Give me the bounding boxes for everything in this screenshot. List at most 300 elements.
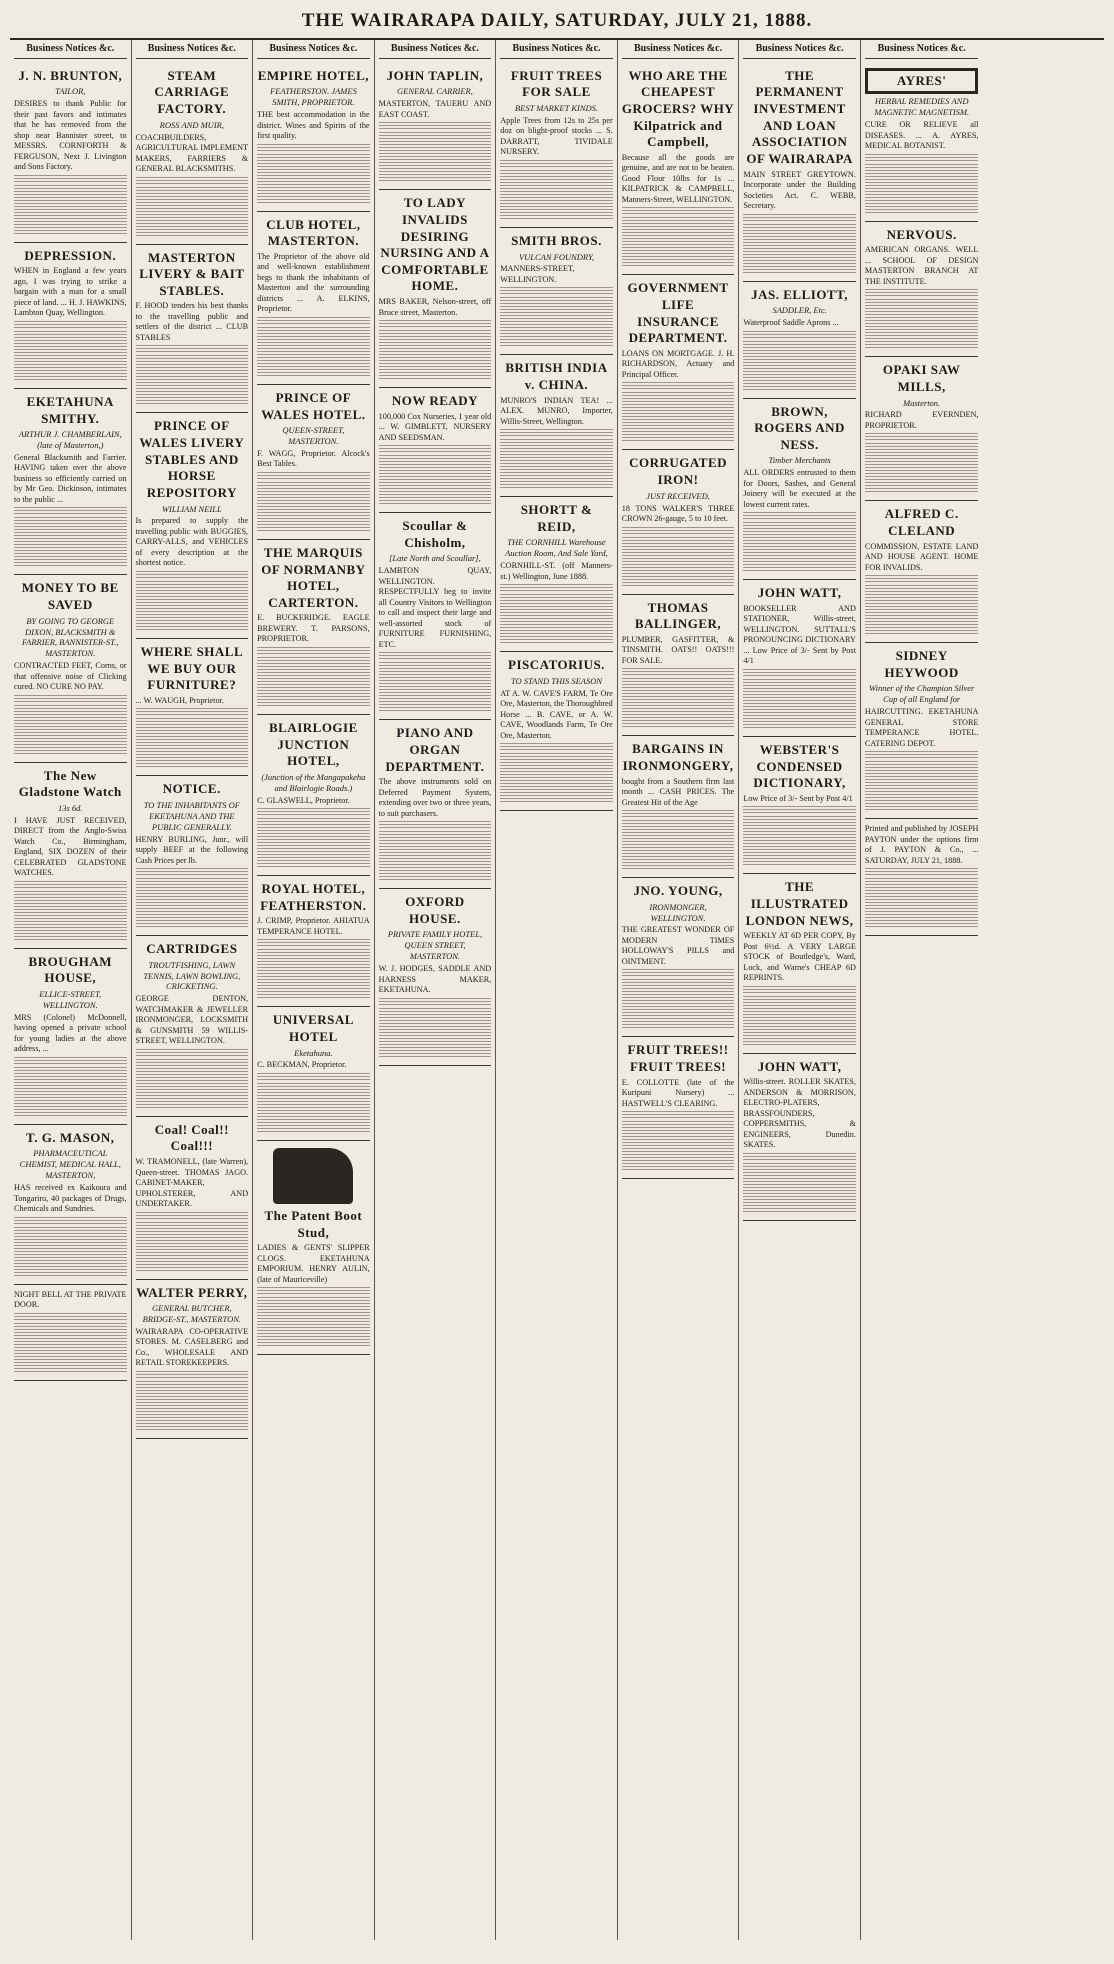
text-lines-decoration bbox=[257, 991, 370, 999]
text-lines-decoration bbox=[379, 372, 492, 380]
ad-subtitle: [Late North and Scoullar], bbox=[389, 553, 481, 564]
text-lines-decoration bbox=[622, 434, 735, 442]
text-lines-decoration bbox=[622, 537, 735, 577]
text-lines-decoration bbox=[500, 160, 613, 168]
ad-body: WHEN in England a few years ago, I was trying to strike a bargain with a man for a small piece of land. ... H. J. HAWKINS, Lambton Quay, Wellington. bbox=[14, 266, 127, 318]
text-lines-decoration bbox=[500, 287, 613, 295]
advertisement bbox=[14, 1285, 127, 1381]
ad-body: MANNERS-STREET, WELLINGTON. bbox=[500, 264, 575, 284]
advertisement bbox=[257, 1141, 370, 1355]
text-lines-decoration bbox=[14, 1227, 127, 1267]
text-lines-decoration bbox=[379, 873, 492, 881]
ad-body: DESIRES to thank Public for their past favors and intimates that he has removed from the shop near Bannister street, to MESSRS. CORNFORTH & FERGUSON, Next J. Livington and Sons Factory. bbox=[14, 99, 127, 172]
ad-title: SMITH BROS. bbox=[511, 232, 602, 248]
text-lines-decoration bbox=[379, 831, 492, 871]
ad-title: Coal! Coal!! Coal!!! bbox=[154, 1121, 229, 1154]
ad-body: BOOKSELLER AND STATIONER, Willis-street, WELLINGTON. SUTTALL'S PRONOUNCING DICTIONARY ... Low Price of 3/- Sent by Post 4/1 bbox=[743, 603, 856, 666]
text-lines-decoration bbox=[743, 383, 856, 391]
ad-subtitle: PRIVATE FAMILY HOTEL, QUEEN STREET, MASTERTON. bbox=[387, 929, 483, 962]
text-lines-decoration bbox=[257, 699, 370, 707]
text-lines-decoration bbox=[622, 382, 735, 390]
advertisement bbox=[257, 540, 370, 715]
text-lines-decoration bbox=[743, 214, 856, 222]
ad-title: FRUIT TREES!! FRUIT TREES! bbox=[627, 1042, 729, 1075]
ad-body: MASTERTON, TAUERU AND EAST COAST. bbox=[378, 99, 492, 119]
text-lines-decoration bbox=[865, 751, 979, 759]
text-lines-decoration bbox=[136, 1049, 249, 1057]
text-lines-decoration bbox=[865, 920, 979, 928]
ad-body: CONTRACTED FEET, Corns, or that offensive noise of Clicking cured. NO CURE NO PAY. bbox=[14, 661, 127, 692]
ad-title: PISCATORIUS. bbox=[508, 657, 605, 673]
text-lines-decoration bbox=[136, 1059, 249, 1099]
text-lines-decoration bbox=[865, 433, 979, 441]
text-lines-decoration bbox=[14, 559, 127, 567]
ad-subtitle: TAILOR, bbox=[55, 86, 86, 97]
text-lines-decoration bbox=[14, 1057, 127, 1065]
ad-title: WHO ARE THE CHEAPEST GROCERS? WHY Kilpatrick and Campbell, bbox=[621, 67, 735, 150]
ad-subtitle: TO STAND THIS SEASON bbox=[510, 675, 603, 686]
text-lines-decoration bbox=[379, 445, 492, 453]
text-lines-decoration bbox=[622, 259, 735, 267]
text-lines-decoration bbox=[622, 1163, 735, 1171]
ad-title: THE PERMANENT INVESTMENT AND LOAN ASSOCIATION OF WAIRARAPA bbox=[746, 67, 853, 166]
advertisement bbox=[14, 389, 127, 576]
advertisement bbox=[136, 1117, 249, 1280]
ad-body: W. J. HODGES, SADDLE AND HARNESS MAKER, EKETAHUNA. bbox=[378, 964, 492, 995]
ad-subtitle: Timber Merchants bbox=[768, 455, 831, 466]
ad-title: EMPIRE HOTEL, bbox=[257, 67, 369, 83]
text-lines-decoration bbox=[500, 594, 613, 634]
advertisement bbox=[865, 501, 979, 643]
text-lines-decoration bbox=[743, 858, 856, 866]
advertisement bbox=[257, 212, 370, 385]
advertisement bbox=[14, 575, 127, 762]
advertisement bbox=[379, 190, 492, 388]
ad-title: PIANO AND ORGAN DEPARTMENT. bbox=[385, 725, 485, 774]
advertisement bbox=[14, 1125, 127, 1285]
advertisement bbox=[136, 245, 249, 414]
ad-body: Printed and published by JOSEPH PAYTON under the options firm of J. PAYTON & Co., ... SATURDAY, JULY 21, 1888. bbox=[864, 824, 979, 865]
advertisement bbox=[622, 275, 735, 450]
ad-body: AT A. W. CAVE'S FARM, Te Ore Ore, Masterton, the Thoroughbred Horse ... B. CAVE, or A. W. CAVE, Woodlands Farm, Te Ore Ore, Masterton. bbox=[500, 688, 613, 740]
text-lines-decoration bbox=[136, 229, 249, 237]
ad-body: Is prepared to supply the travelling public with BUGGIES, CARRY-ALLS, and VEHICLES of every description at the shortest notice. bbox=[135, 516, 249, 568]
ad-title: FRUIT TREES FOR SALE bbox=[510, 67, 603, 100]
text-lines-decoration bbox=[500, 636, 613, 644]
text-lines-decoration bbox=[257, 808, 370, 816]
ad-title: THOMAS BALLINGER, bbox=[634, 599, 722, 632]
ad-body: bought from a Southern firm last month ... CASH PRICES. The Greatest Hit of the Age bbox=[621, 776, 735, 807]
text-lines-decoration bbox=[865, 299, 979, 339]
ad-subtitle: TROUTFISHING, LAWN TENNIS, LAWN BOWLING, CRICKETING. bbox=[143, 959, 241, 992]
advertisement bbox=[136, 1280, 249, 1439]
text-lines-decoration bbox=[257, 860, 370, 868]
ad-subtitle: VULCAN FOUNDRY, bbox=[518, 251, 595, 262]
text-lines-decoration bbox=[14, 517, 127, 557]
ad-title: NOTICE. bbox=[162, 781, 221, 797]
ad-title: CARTRIDGES bbox=[146, 941, 238, 957]
ad-subtitle: JUST RECEIVED, bbox=[646, 490, 710, 501]
text-lines-decoration bbox=[14, 933, 127, 941]
text-lines-decoration bbox=[379, 998, 492, 1006]
column-header: Business Notices &c. bbox=[865, 40, 979, 59]
advertisement bbox=[622, 878, 735, 1037]
text-lines-decoration bbox=[379, 821, 492, 829]
advertisement bbox=[743, 63, 856, 282]
text-lines-decoration bbox=[257, 939, 370, 947]
ad-body: ... W. WAUGH, Proprietor. bbox=[135, 695, 224, 705]
advertisement bbox=[136, 413, 249, 639]
text-lines-decoration bbox=[500, 481, 613, 489]
text-lines-decoration bbox=[136, 868, 249, 876]
ad-subtitle: Eketahuna. bbox=[294, 1047, 333, 1058]
advertisement bbox=[257, 715, 370, 876]
ad-body: MRS (Colonel) McDonnell, having opened a private school for young ladies at the above address, ... bbox=[14, 1012, 127, 1054]
ad-subtitle: PHARMACEUTICAL CHEMIST, MEDICAL HALL, MASTERTON, bbox=[19, 1148, 121, 1181]
ad-subtitle: ELLICE-STREET, WELLINGTON. bbox=[39, 989, 102, 1010]
text-lines-decoration bbox=[622, 1021, 735, 1029]
text-lines-decoration bbox=[136, 1381, 249, 1421]
ad-subtitle: SADDLER, Etc. bbox=[772, 305, 827, 316]
advertisement bbox=[500, 228, 613, 356]
text-lines-decoration bbox=[136, 1264, 249, 1272]
ad-subtitle: QUEEN-STREET, MASTERTON. bbox=[282, 425, 345, 447]
advertisement bbox=[257, 63, 370, 212]
text-lines-decoration bbox=[743, 1038, 856, 1046]
text-lines-decoration bbox=[379, 122, 492, 130]
text-lines-decoration bbox=[257, 317, 370, 325]
advertisement bbox=[743, 282, 856, 399]
column-2 bbox=[132, 40, 254, 1940]
ad-title: J. N. BRUNTON, bbox=[18, 67, 123, 83]
ad-subtitle: HERBAL REMEDIES AND MAGNETIC MAGNETISM. bbox=[874, 96, 970, 118]
text-lines-decoration bbox=[622, 820, 735, 860]
ad-body: W. TRAMONELL, (late Warren), Queen-street. THOMAS JAGO. CABINET-MAKER, UPHOLSTERER, AND UNDERTAKER. bbox=[135, 1157, 249, 1209]
ad-subtitle: GENERAL BUTCHER, BRIDGE-ST., MASTERTON. bbox=[142, 1303, 242, 1325]
ad-body: THE GREATEST WONDER OF MODERN TIMES HOLLOWAY'S PILLS and OINTMENT. bbox=[621, 925, 735, 966]
ad-title: WEBSTER'S CONDENSED DICTIONARY, bbox=[753, 741, 846, 791]
text-lines-decoration bbox=[500, 439, 613, 479]
ad-subtitle: (Junction of the Mangapakeha and Blairlogie Roads.) bbox=[261, 771, 366, 793]
text-lines-decoration bbox=[743, 224, 856, 264]
advertisement bbox=[865, 222, 979, 358]
ad-body: NIGHT BELL AT THE PRIVATE DOOR. bbox=[14, 1289, 127, 1310]
ad-title: The Patent Boot Stud, bbox=[264, 1207, 363, 1240]
advertisement bbox=[379, 513, 492, 720]
text-lines-decoration bbox=[865, 164, 979, 204]
text-lines-decoration bbox=[257, 1125, 370, 1133]
text-lines-decoration bbox=[136, 1371, 249, 1379]
text-lines-decoration bbox=[136, 718, 249, 758]
column-header: Business Notices &c. bbox=[14, 40, 127, 59]
text-lines-decoration bbox=[257, 818, 370, 858]
column-header: Business Notices &c. bbox=[500, 40, 613, 59]
text-lines-decoration bbox=[136, 355, 249, 395]
text-lines-decoration bbox=[743, 996, 856, 1036]
columns bbox=[10, 40, 1104, 1940]
ad-subtitle: TO THE INHABITANTS OF EKETAHUNA AND THE PUBLIC GENERALLY. bbox=[143, 799, 240, 832]
ad-title: WALTER PERRY, bbox=[136, 1284, 248, 1300]
text-lines-decoration bbox=[136, 581, 249, 621]
text-lines-decoration bbox=[865, 443, 979, 483]
advertisement bbox=[14, 243, 127, 389]
text-lines-decoration bbox=[865, 803, 979, 811]
text-lines-decoration bbox=[743, 266, 856, 274]
ad-title: NOW READY bbox=[391, 393, 479, 409]
text-lines-decoration bbox=[865, 585, 979, 625]
text-lines-decoration bbox=[14, 373, 127, 381]
ad-body: COMMISSION, ESTATE LAND AND HOUSE AGENT. HOME FOR INVALIDS. bbox=[864, 541, 979, 572]
advertisement bbox=[743, 1054, 856, 1221]
text-lines-decoration bbox=[136, 920, 249, 928]
ad-body: HAS received ex Kaikoura and Tongariro, 40 packages of Drugs, Chemicals and Sundries. bbox=[14, 1183, 127, 1214]
text-lines-decoration bbox=[743, 986, 856, 994]
ad-title: CORRUGATED IRON! bbox=[629, 455, 728, 488]
text-lines-decoration bbox=[865, 485, 979, 493]
text-lines-decoration bbox=[743, 806, 856, 814]
text-lines-decoration bbox=[379, 174, 492, 182]
advertisement bbox=[14, 763, 127, 949]
ad-title: JOHN TAPLIN, bbox=[386, 67, 484, 83]
text-lines-decoration bbox=[257, 482, 370, 522]
advertisement bbox=[865, 357, 979, 501]
ad-body: MRS BAKER, Nelson-street, off Bruce street, Masterton. bbox=[378, 297, 492, 317]
text-lines-decoration bbox=[743, 1205, 856, 1213]
ad-title: DEPRESSION. bbox=[24, 247, 117, 263]
ad-title: ALFRED C. CLELAND bbox=[884, 506, 959, 539]
ad-title: The New Gladstone Watch bbox=[18, 767, 122, 800]
ad-title: PRINCE OF WALES HOTEL. bbox=[261, 389, 366, 422]
ad-title: BRITISH INDIA v. CHINA. bbox=[505, 360, 608, 393]
ad-body: The above instruments sold on Deferred Payment System, extending over two or three years, to suit purchasers. bbox=[378, 777, 492, 818]
ad-title: BARGAINS IN IRONMONGERY, bbox=[622, 741, 734, 773]
text-lines-decoration bbox=[379, 320, 492, 328]
text-lines-decoration bbox=[500, 339, 613, 347]
ad-body: MAIN STREET GREYTOWN. Incorporate under the Building Societies Act. C. WEBB, Secretary. bbox=[743, 169, 856, 211]
text-lines-decoration bbox=[743, 512, 856, 520]
ad-title: NERVOUS. bbox=[886, 226, 957, 242]
text-lines-decoration bbox=[379, 652, 492, 660]
text-lines-decoration bbox=[743, 564, 856, 572]
ad-title: BLAIRLOGIE JUNCTION HOTEL, bbox=[268, 719, 358, 769]
column-header: Business Notices &c. bbox=[622, 40, 735, 59]
text-lines-decoration bbox=[136, 187, 249, 227]
ad-subtitle: FEATHERSTON. JAMES SMITH, PROPRIETOR. bbox=[269, 86, 357, 108]
text-lines-decoration bbox=[136, 1222, 249, 1262]
advertisement bbox=[743, 399, 856, 581]
text-lines-decoration bbox=[14, 695, 127, 703]
text-lines-decoration bbox=[622, 668, 735, 676]
text-lines-decoration bbox=[14, 1313, 127, 1321]
text-lines-decoration bbox=[379, 662, 492, 702]
text-lines-decoration bbox=[14, 227, 127, 235]
text-lines-decoration bbox=[743, 522, 856, 562]
text-lines-decoration bbox=[136, 345, 249, 353]
text-lines-decoration bbox=[136, 571, 249, 579]
advertisement bbox=[257, 385, 370, 540]
ad-title: MASTERTON LIVERY & BAIT STABLES. bbox=[139, 249, 245, 298]
text-lines-decoration bbox=[14, 881, 127, 889]
advertisement bbox=[622, 595, 735, 737]
text-lines-decoration bbox=[622, 217, 735, 257]
text-lines-decoration bbox=[14, 321, 127, 329]
text-lines-decoration bbox=[622, 720, 735, 728]
advertisement bbox=[379, 63, 492, 191]
ad-title: AYRES' bbox=[865, 68, 979, 95]
text-lines-decoration bbox=[500, 743, 613, 751]
text-lines-decoration bbox=[257, 1287, 370, 1295]
advertisement bbox=[500, 652, 613, 811]
text-lines-decoration bbox=[622, 678, 735, 718]
text-lines-decoration bbox=[743, 1153, 856, 1161]
column-7 bbox=[739, 40, 861, 1940]
ad-subtitle: THE CORNHILL Warehouse Auction Room, And Sale Yard, bbox=[505, 537, 608, 559]
ad-subtitle: BEST MARKET KINDS. bbox=[514, 103, 599, 114]
advertisement bbox=[136, 639, 249, 776]
text-lines-decoration bbox=[622, 979, 735, 1019]
ad-title: ROYAL HOTEL, FEATHERSTON. bbox=[260, 881, 367, 913]
text-lines-decoration bbox=[743, 669, 856, 677]
text-lines-decoration bbox=[622, 1111, 735, 1119]
text-lines-decoration bbox=[865, 878, 979, 918]
advertisement bbox=[500, 355, 613, 497]
text-lines-decoration bbox=[622, 207, 735, 215]
ad-title: JOHN WATT, bbox=[757, 1058, 842, 1074]
ad-body: Waterproof Saddle Aprons ... bbox=[743, 318, 839, 328]
ad-title: JOHN WATT, bbox=[757, 585, 842, 601]
text-lines-decoration bbox=[622, 392, 735, 432]
ad-body: The Proprietor of the above old and well-known establishment begs to thank the inhabitants of Masterton and the surrounding districts ... A. ELKINS, Proprietor. bbox=[257, 251, 370, 314]
text-lines-decoration bbox=[500, 753, 613, 793]
ad-body: Low Price of 3/- Sent by Post 4/1 bbox=[743, 793, 853, 803]
ad-body: F. WAGG, Proprietor. Alcock's Best Tables. bbox=[257, 448, 370, 469]
text-lines-decoration bbox=[136, 397, 249, 405]
advertisement bbox=[743, 737, 856, 874]
advertisement bbox=[257, 876, 370, 1007]
ad-body: GEORGE DENTON, WATCHMAKER & JEWELLER IRONMONGER, LOCKSMITH & GUNSMITH 59 WILLIS-STREET, WELLINGTON. bbox=[135, 994, 249, 1046]
text-lines-decoration bbox=[500, 297, 613, 337]
ad-body: C. BECKMAN, Proprietor. bbox=[257, 1060, 347, 1070]
ad-title: BROWN, ROGERS AND NESS. bbox=[754, 403, 845, 452]
text-lines-decoration bbox=[257, 1297, 370, 1337]
text-lines-decoration bbox=[622, 810, 735, 818]
ad-body: HENRY BURLING, Junr., will supply BEEF at the following Cash Prices per lb. bbox=[135, 834, 249, 865]
text-lines-decoration bbox=[500, 170, 613, 210]
text-lines-decoration bbox=[257, 472, 370, 480]
boot-illustration-icon bbox=[273, 1148, 353, 1204]
ad-title: STEAM CARRIAGE FACTORY. bbox=[154, 67, 230, 117]
text-lines-decoration bbox=[14, 1067, 127, 1107]
ad-body: MUNRO'S INDIAN TEA! ... ALEX. MUNRO, Importer, Willis-Street, Wellington. bbox=[500, 395, 613, 426]
ad-subtitle: ARTHUR J. CHAMBERLAIN, (late of Masterton,) bbox=[18, 429, 122, 451]
advertisement bbox=[14, 949, 127, 1125]
advertisement bbox=[622, 736, 735, 878]
ad-title: WHERE SHALL WE BUY OUR FURNITURE? bbox=[140, 643, 244, 693]
ad-title: TO LADY INVALIDS DESIRING NURSING AND A COMFORTABLE HOME. bbox=[380, 195, 490, 294]
ad-body: C. GLASWELL, Proprietor. bbox=[257, 795, 350, 805]
ad-body: COACHBUILDERS, AGRICULTURAL IMPLEMENT MAKERS, FARRIERS & GENERAL BLACKSMITHS. bbox=[135, 132, 249, 174]
ad-body: LOANS ON MORTGAGE. J. H. RICHARDSON, Actuary and Principal Officer. bbox=[621, 348, 735, 379]
text-lines-decoration bbox=[136, 760, 249, 768]
text-lines-decoration bbox=[379, 132, 492, 172]
ad-title: BROUGHAM HOUSE, bbox=[28, 953, 112, 986]
text-lines-decoration bbox=[257, 1073, 370, 1081]
text-lines-decoration bbox=[379, 1050, 492, 1058]
text-lines-decoration bbox=[257, 949, 370, 989]
text-lines-decoration bbox=[622, 969, 735, 977]
ad-subtitle: BY GOING TO GEORGE DIXON, BLACKSMITH & FARRIER, BANNISTER-ST., MASTERTON. bbox=[22, 615, 119, 659]
text-lines-decoration bbox=[379, 330, 492, 370]
ad-subtitle: 13s 6d. bbox=[57, 802, 83, 813]
text-lines-decoration bbox=[14, 705, 127, 745]
text-lines-decoration bbox=[14, 891, 127, 931]
advertisement bbox=[257, 1007, 370, 1141]
text-lines-decoration bbox=[136, 1101, 249, 1109]
advertisement bbox=[622, 63, 735, 276]
text-lines-decoration bbox=[14, 331, 127, 371]
ad-body: Willis-street. ROLLER SKATES, ANDERSON & MORRISON, ELECTRO-PLATERS, BRASSFOUNDERS, COPPERSMITHS, & ENGINEERS, Dunedin. SKATES. bbox=[743, 1077, 856, 1150]
ad-title: THE MARQUIS OF NORMANBY HOTEL, CARTERTON. bbox=[261, 544, 366, 610]
column-8 bbox=[861, 40, 983, 1940]
ad-body: Apple Trees from 12s to 25s per doz on blight-proof stocks ... S. DARRATT, TIVIDALE NURSERY. bbox=[500, 115, 613, 157]
text-lines-decoration bbox=[257, 1083, 370, 1123]
text-lines-decoration bbox=[257, 154, 370, 194]
ad-body: AMERICAN ORGANS. WELL ... SCHOOL OF DESIGN MASTERTON BRANCH AT THE INSTITUTE. bbox=[864, 245, 979, 286]
ad-subtitle: GENERAL CARRIER, bbox=[397, 86, 473, 97]
ad-body: E. COLLOTTE (late of the Kuripuni Nursery) ... HASTWELL'S CLEARING. bbox=[621, 1077, 735, 1108]
ad-body: General Blacksmith and Farrier. HAVING taken over the above business so efficiently carried on by Mr Geo. Dickinson, intimates to the public ... bbox=[14, 452, 127, 504]
advertisement bbox=[500, 497, 613, 652]
advertisement bbox=[136, 63, 249, 245]
ad-title: SIDNEY HEYWOOD bbox=[884, 648, 959, 680]
ad-title: THE ILLUSTRATED LONDON NEWS, bbox=[745, 879, 854, 928]
advertisement bbox=[865, 643, 979, 819]
text-lines-decoration bbox=[743, 331, 856, 339]
text-lines-decoration bbox=[14, 507, 127, 515]
text-lines-decoration bbox=[257, 647, 370, 655]
ad-body: RICHARD EVERNDEN, PROPRIETOR. bbox=[864, 410, 979, 430]
ad-body: WAIRARAPA CO-OPERATIVE STORES. M. CASELBERG and Co., WHOLESALE AND RETAIL STOREKEEPERS. bbox=[135, 1326, 249, 1368]
text-lines-decoration bbox=[14, 1109, 127, 1117]
advertisement bbox=[622, 450, 735, 594]
ad-body: I HAVE JUST RECEIVED, DIRECT from the Anglo-Swiss Watch Co., Birmingham, England, SIX DOZEN of their CELEBRATED GLADSTONE WATCHES. bbox=[14, 815, 127, 878]
text-lines-decoration bbox=[743, 341, 856, 381]
ad-body: F. HOOD tenders his best thanks to the travelling public and settlers of the district ... CLUB STABLES bbox=[135, 301, 249, 342]
text-lines-decoration bbox=[136, 1423, 249, 1431]
ad-subtitle: IRONMONGER, WELLINGTON. bbox=[649, 901, 707, 923]
text-lines-decoration bbox=[743, 816, 856, 856]
text-lines-decoration bbox=[379, 1008, 492, 1048]
ad-body: CURE OR RELIEVE all DISEASES. ... A. AYRES, MEDICAL BOTANIST. bbox=[864, 120, 979, 151]
text-lines-decoration bbox=[257, 657, 370, 697]
column-5 bbox=[496, 40, 618, 1940]
ad-title: OXFORD HOUSE. bbox=[405, 894, 465, 926]
text-lines-decoration bbox=[622, 579, 735, 587]
text-lines-decoration bbox=[14, 175, 127, 183]
ad-body: CORNHILL-ST. (off Manners-st.) Wellington, June 1888. bbox=[500, 561, 613, 581]
column-4 bbox=[375, 40, 497, 1940]
text-lines-decoration bbox=[257, 327, 370, 367]
advertisement bbox=[136, 776, 249, 936]
text-lines-decoration bbox=[743, 679, 856, 719]
text-lines-decoration bbox=[14, 747, 127, 755]
ad-subtitle: ROSS AND MUIR, bbox=[159, 119, 224, 130]
text-lines-decoration bbox=[136, 708, 249, 716]
text-lines-decoration bbox=[622, 862, 735, 870]
ad-body: 18 TONS WALKER'S THREE CROWN 26-gauge, 5 to 10 feet. bbox=[621, 503, 735, 524]
advertisement bbox=[379, 388, 492, 513]
ad-body: PLUMBER, GASFITTER, & TINSMITH. OATS!! OATS!!! FOR SALE. bbox=[621, 634, 735, 665]
